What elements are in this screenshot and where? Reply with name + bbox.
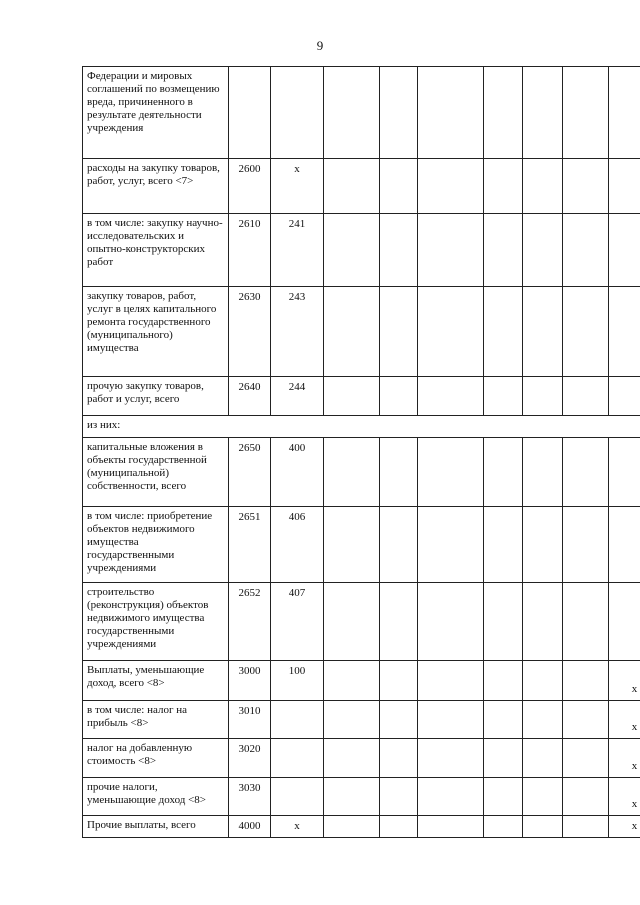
value-cell [484,816,523,838]
row-last-mark [609,214,640,287]
row-kbk-code: x [271,159,324,214]
value-cell [418,778,484,816]
value-cell [523,739,563,778]
value-cell [418,377,484,416]
row-label: Выплаты, уменьшающие доход, всего <8> [83,661,229,701]
row-last-mark [609,583,640,661]
value-cell [484,67,523,159]
value-cell [484,583,523,661]
row-kbk-code: 243 [271,287,324,377]
value-cell [380,214,418,287]
row-label: в том числе: налог на прибыль <8> [83,701,229,739]
row-label: строительство (реконструкция) объектов недвижимого имущества государственными учреждениями [83,583,229,661]
value-cell [523,507,563,583]
table-row [83,67,640,159]
value-cell [418,287,484,377]
value-cell [380,67,418,159]
value-cell [380,701,418,739]
row-label: налог на добавленную стоимость <8> [83,739,229,778]
value-cell [563,739,609,778]
value-cell [418,701,484,739]
value-cell [380,739,418,778]
page-number: 9 [316,38,324,53]
value-cell [523,438,563,507]
value-cell [324,739,380,778]
value-cell [324,778,380,816]
row-code: 3000 [229,661,271,701]
value-cell [418,739,484,778]
value-cell [563,701,609,739]
value-cell [324,661,380,701]
value-cell [484,159,523,214]
value-cell [484,661,523,701]
value-cell [484,214,523,287]
row-code: 2610 [229,214,271,287]
row-last-mark [609,507,640,583]
row-label: капитальные вложения в объекты государственной (муниципальной) собственности, всего [83,438,229,507]
value-cell [484,507,523,583]
row-code: 2650 [229,438,271,507]
value-cell [418,159,484,214]
value-cell [563,583,609,661]
value-cell [563,438,609,507]
row-kbk-code [271,701,324,739]
row-last-mark [609,67,640,159]
row-label: закупку товаров, работ, услуг в целях капитального ремонта государственного (муниципального) имущества [83,287,229,377]
value-cell [523,583,563,661]
table-row [83,438,640,507]
row-last-mark: x [609,701,640,739]
value-cell [484,377,523,416]
value-cell [563,287,609,377]
value-cell [484,778,523,816]
row-kbk-code: 407 [271,583,324,661]
value-cell [324,816,380,838]
table-row [83,583,640,661]
row-last-mark: x [609,739,640,778]
value-cell [563,778,609,816]
table-row [83,416,640,438]
value-cell [380,159,418,214]
value-cell [324,67,380,159]
row-last-mark [609,287,640,377]
row-label: в том числе: приобретение объектов недвижимого имущества государственными учреждениями [83,507,229,583]
value-cell [380,778,418,816]
row-last-mark [609,159,640,214]
value-cell [324,701,380,739]
value-cell [380,377,418,416]
value-cell [523,214,563,287]
financial-plan-table [82,66,640,838]
table-row [83,159,640,214]
row-last-mark: x [609,661,640,701]
value-cell [380,287,418,377]
value-cell [563,377,609,416]
row-kbk-code [271,778,324,816]
value-cell [523,377,563,416]
value-cell [563,661,609,701]
value-cell [523,661,563,701]
row-label: из них: [83,416,640,438]
table-row [83,214,640,287]
row-kbk-code: 241 [271,214,324,287]
value-cell [563,816,609,838]
row-kbk-code: 406 [271,507,324,583]
value-cell [324,287,380,377]
row-kbk-code: 100 [271,661,324,701]
value-cell [523,287,563,377]
row-code: 4000 [229,816,271,838]
value-cell [418,214,484,287]
row-label: Прочие выплаты, всего [83,816,229,838]
row-label: в том числе: закупку научно-исследовательских и опытно-конструкторских работ [83,214,229,287]
row-code: 3030 [229,778,271,816]
table-row [83,287,640,377]
value-cell [380,507,418,583]
value-cell [523,816,563,838]
value-cell [418,816,484,838]
value-cell [380,583,418,661]
row-label: прочую закупку товаров, работ и услуг, всего [83,377,229,416]
value-cell [484,701,523,739]
row-label: прочие налоги, уменьшающие доход <8> [83,778,229,816]
row-kbk-code: x [271,816,324,838]
row-last-mark: x [609,816,640,838]
value-cell [563,214,609,287]
row-code: 3010 [229,701,271,739]
value-cell [484,739,523,778]
table-row [83,701,640,739]
value-cell [324,438,380,507]
row-label: Федерации и мировых соглашений по возмещению вреда, причиненного в результате деятельности учреждения [83,67,229,159]
row-code: 2652 [229,583,271,661]
row-kbk-code: 244 [271,377,324,416]
value-cell [418,661,484,701]
value-cell [484,438,523,507]
value-cell [523,778,563,816]
value-cell [563,67,609,159]
value-cell [380,816,418,838]
table-row [83,661,640,701]
table-row [83,778,640,816]
row-last-mark [609,377,640,416]
value-cell [563,507,609,583]
value-cell [324,507,380,583]
row-kbk-code [271,739,324,778]
value-cell [418,67,484,159]
value-cell [523,159,563,214]
value-cell [418,507,484,583]
row-code: 2651 [229,507,271,583]
row-code: 2630 [229,287,271,377]
value-cell [563,159,609,214]
row-code: 2640 [229,377,271,416]
table-row [83,377,640,416]
table-row [83,739,640,778]
value-cell [324,377,380,416]
value-cell [324,583,380,661]
row-label: расходы на закупку товаров, работ, услуг, всего <7> [83,159,229,214]
value-cell [324,214,380,287]
value-cell [380,661,418,701]
value-cell [324,159,380,214]
row-last-mark: x [609,778,640,816]
row-code: 3020 [229,739,271,778]
value-cell [523,701,563,739]
value-cell [418,438,484,507]
table-row [83,816,640,838]
row-kbk-code [271,67,324,159]
row-code: 2600 [229,159,271,214]
row-code [229,67,271,159]
value-cell [380,438,418,507]
row-last-mark [609,438,640,507]
table-row [83,507,640,583]
value-cell [418,583,484,661]
value-cell [523,67,563,159]
row-kbk-code: 400 [271,438,324,507]
value-cell [484,287,523,377]
